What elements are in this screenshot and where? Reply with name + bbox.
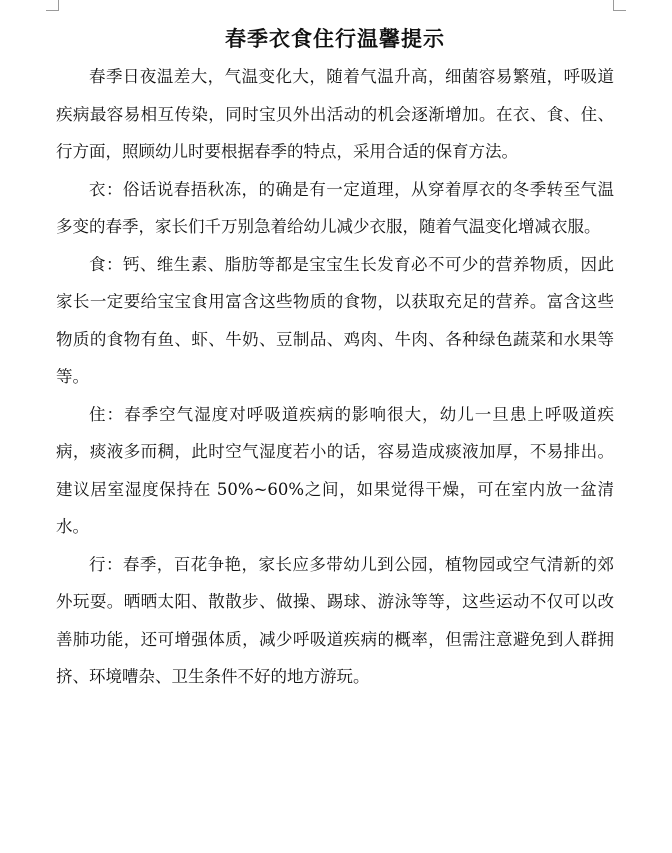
paragraph-intro: 春季日夜温差大，气温变化大，随着气温升高，细菌容易繁殖，呼吸道疾病最容易相互传染，同时宝贝外出活动的机会逐渐增加。在衣、食、住、行方面，照顾幼儿时要根据春季的特点，采用合适的保育方法。: [56, 67, 614, 161]
document-title: 春季衣食住行温馨提示: [225, 26, 445, 51]
paragraph-food: 食：钙、维生素、脂肪等都是宝宝生长发育必不可少的营养物质，因此家长一定要给宝宝食用富含这些物质的食物，以获取充足的营养。富含这些物质的食物有鱼、虾、牛奶、豆制品、鸡肉、牛肉、各种绿色蔬菜和水果等等。: [56, 254, 614, 386]
paragraph-travel: 行：春季，百花争艳，家长应多带幼儿到公园，植物园或空气清新的郊外玩耍。晒晒太阳、散散步、做操、踢球、游泳等等，这些运动不仅可以改善肺功能，还可增强体质，减少呼吸道疾病的概率，但需注意避免到人群拥挤、环境嘈杂、卫生条件不好的地方游玩。: [56, 554, 614, 686]
paragraph-clothing: 衣：俗话说春捂秋冻，的确是有一定道理，从穿着厚衣的冬季转至气温多变的春季，家长们千万别急着给幼儿减少衣服，随着气温变化增减衣服。: [56, 179, 614, 236]
margin-corner-mark-left: [46, 0, 59, 11]
document-body[interactable]: [56, 20, 614, 696]
margin-corner-mark-right: [613, 0, 626, 11]
paragraph-housing: 住：春季空气湿度对呼吸道疾病的影响很大，幼儿一旦患上呼吸道疾病，痰液多而稠，此时空气湿度若小的话，容易造成痰液加厚，不易排出。建议居室湿度保持在 50%~60%之间，如果觉得干燥，可在室内放一盆清水。: [56, 404, 614, 536]
